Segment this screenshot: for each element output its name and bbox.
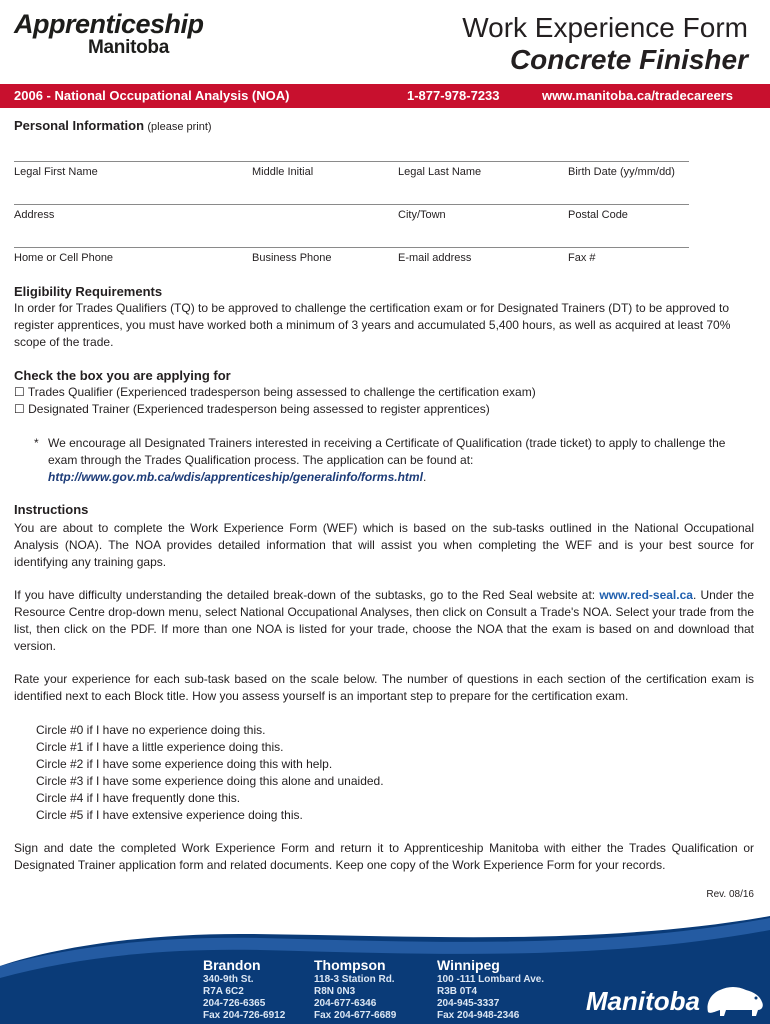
- instructions-p2: If you have difficulty understanding the detailed break-down of the subtasks, go to the Red Seal website at: www.red-seal.ca. Under the Resource Centre drop-down menu, select National Occupational Analyses, then click on Consult a Trade's NOA. Select your trade from the list, then click on the PDF. If more than one NOA is listed for your trade, choose the NOA that the exam is based on and download that version.: [14, 588, 754, 653]
- list-item: Circle #2 if I have some experience doing this with help.: [36, 757, 333, 771]
- office-winnipeg: Winnipeg 100 -111 Lombard Ave. R3B 0T4 204-945-3337 Fax 204-948-2346: [437, 957, 545, 1021]
- eligibility-section: [14, 283, 754, 351]
- field-line-row3[interactable]: [14, 247, 689, 248]
- label-middle-initial: Middle Initial: [252, 166, 314, 178]
- label-address: Address: [14, 209, 55, 221]
- instructions-section: [14, 501, 754, 705]
- apprenticeship-manitoba-logo: [14, 9, 204, 58]
- option-trades-qualifier[interactable]: ☐ Trades Qualifier (Experienced tradesperson being assessed to challenge the certification exam): [14, 385, 536, 399]
- applying-heading: Check the box you are applying for: [14, 368, 231, 383]
- list-item: Circle #4 if I have frequently done this.: [36, 791, 241, 805]
- form-title-block: [462, 12, 748, 76]
- instructions-heading: Instructions: [14, 502, 89, 517]
- red-seal-link[interactable]: www.red-seal.ca: [599, 588, 693, 602]
- note-asterisk: *: [34, 436, 39, 450]
- manitoba-logo: Manitoba: [585, 986, 700, 1016]
- field-line-row2[interactable]: [14, 204, 689, 205]
- checkbox-icon[interactable]: ☐: [14, 402, 25, 416]
- label-last-name: Legal Last Name: [398, 166, 482, 178]
- option-designated-trainer[interactable]: ☐ Designated Trainer (Experienced tradesperson being assessed to register apprentices): [14, 402, 490, 416]
- phone-number: 1-877-978-7233: [407, 88, 500, 103]
- list-item: Circle #3 if I have some experience doing this alone and unaided.: [36, 774, 384, 788]
- eligibility-body: In order for Trades Qualifiers (TQ) to be approved to challenge the certification exam or for Designated Trainers (DT) to be approved to register apprentices, you must have worked both a minimum of 3 years and accumulated 5,400 hours, as well as acquired at least 70% scope of the trade.: [14, 301, 731, 349]
- label-first-name: Legal First Name: [14, 166, 98, 178]
- label-postal-code: Postal Code: [568, 209, 628, 221]
- website-link[interactable]: www.manitoba.ca/tradecareers: [542, 88, 733, 103]
- label-fax: Fax #: [568, 252, 596, 264]
- list-item: Circle #1 if I have a little experience doing this.: [36, 740, 284, 754]
- label-city: City/Town: [398, 209, 446, 221]
- instructions-p4: Sign and date the completed Work Experience Form and return it to Apprenticeship Manitoba with either the Trades Qualification or Designated Trainer application form and related documents. Keep one copy of the Work Experience Form for your records.: [14, 841, 754, 872]
- info-bar: [0, 84, 770, 108]
- instructions-p3: Rate your experience for each sub-task based on the scale below. The number of questions in each section of the certification exam is identified next to each Block title. How you assess yourself is an important step to prepare for the certification exam.: [14, 672, 754, 703]
- label-business-phone: Business Phone: [252, 252, 332, 264]
- label-home-phone: Home or Cell Phone: [14, 252, 114, 264]
- form-subtitle: Concrete Finisher: [509, 44, 748, 75]
- applying-section: [14, 367, 754, 418]
- noa-label: 2006 - National Occupational Analysis (NOA): [14, 88, 290, 103]
- list-item: Circle #5 if I have extensive experience doing this.: [36, 808, 303, 822]
- instructions-p1: You are about to complete the Work Experience Form (WEF) which is based on the sub-tasks outlined in the National Occupational Analysis (NOA). The NOA provides detailed information that will assist you when completing the WEF and is your best source for identifying any training gaps.: [14, 521, 754, 569]
- personal-info-heading: Personal Information (please print): [14, 118, 212, 133]
- office-brandon: Brandon 340-9th St. R7A 6C2 204-726-6365 Fax 204-726-6912: [203, 957, 286, 1021]
- logo-line2: Manitoba: [88, 37, 169, 58]
- rating-scale-list: [36, 722, 384, 824]
- label-email: E-mail address: [398, 252, 472, 264]
- field-line-row1[interactable]: [14, 161, 689, 162]
- eligibility-heading: Eligibility Requirements: [14, 284, 163, 299]
- label-birth-date: Birth Date (yy/mm/dd): [568, 166, 675, 178]
- office-thompson: Thompson 118-3 Station Rd. R8N 0N3 204-677-6346 Fax 204-677-6689: [314, 957, 397, 1021]
- checkbox-icon[interactable]: ☐: [14, 385, 25, 399]
- revision-label: Rev. 08/16: [706, 889, 754, 900]
- form-title: Work Experience Form: [462, 12, 748, 43]
- footer-offices: [0, 906, 770, 1024]
- forms-link[interactable]: http://www.gov.mb.ca/wdis/apprenticeship/generalinfo/forms.html: [48, 470, 423, 484]
- list-item: Circle #0 if I have no experience doing this.: [36, 723, 266, 737]
- logo-line1: Apprenticeship: [14, 9, 204, 39]
- designated-trainer-note: * We encourage all Designated Trainers interested in receiving a Certificate of Qualification (trade ticket) to apply to challenge the exam through the Trades Qualification process. The application can be found at: http://www.gov.mb.ca/wdis/apprenticeship/generalinfo/forms.html.: [34, 436, 726, 484]
- please-print-note: (please print): [147, 121, 212, 133]
- bison-icon: [702, 982, 768, 1018]
